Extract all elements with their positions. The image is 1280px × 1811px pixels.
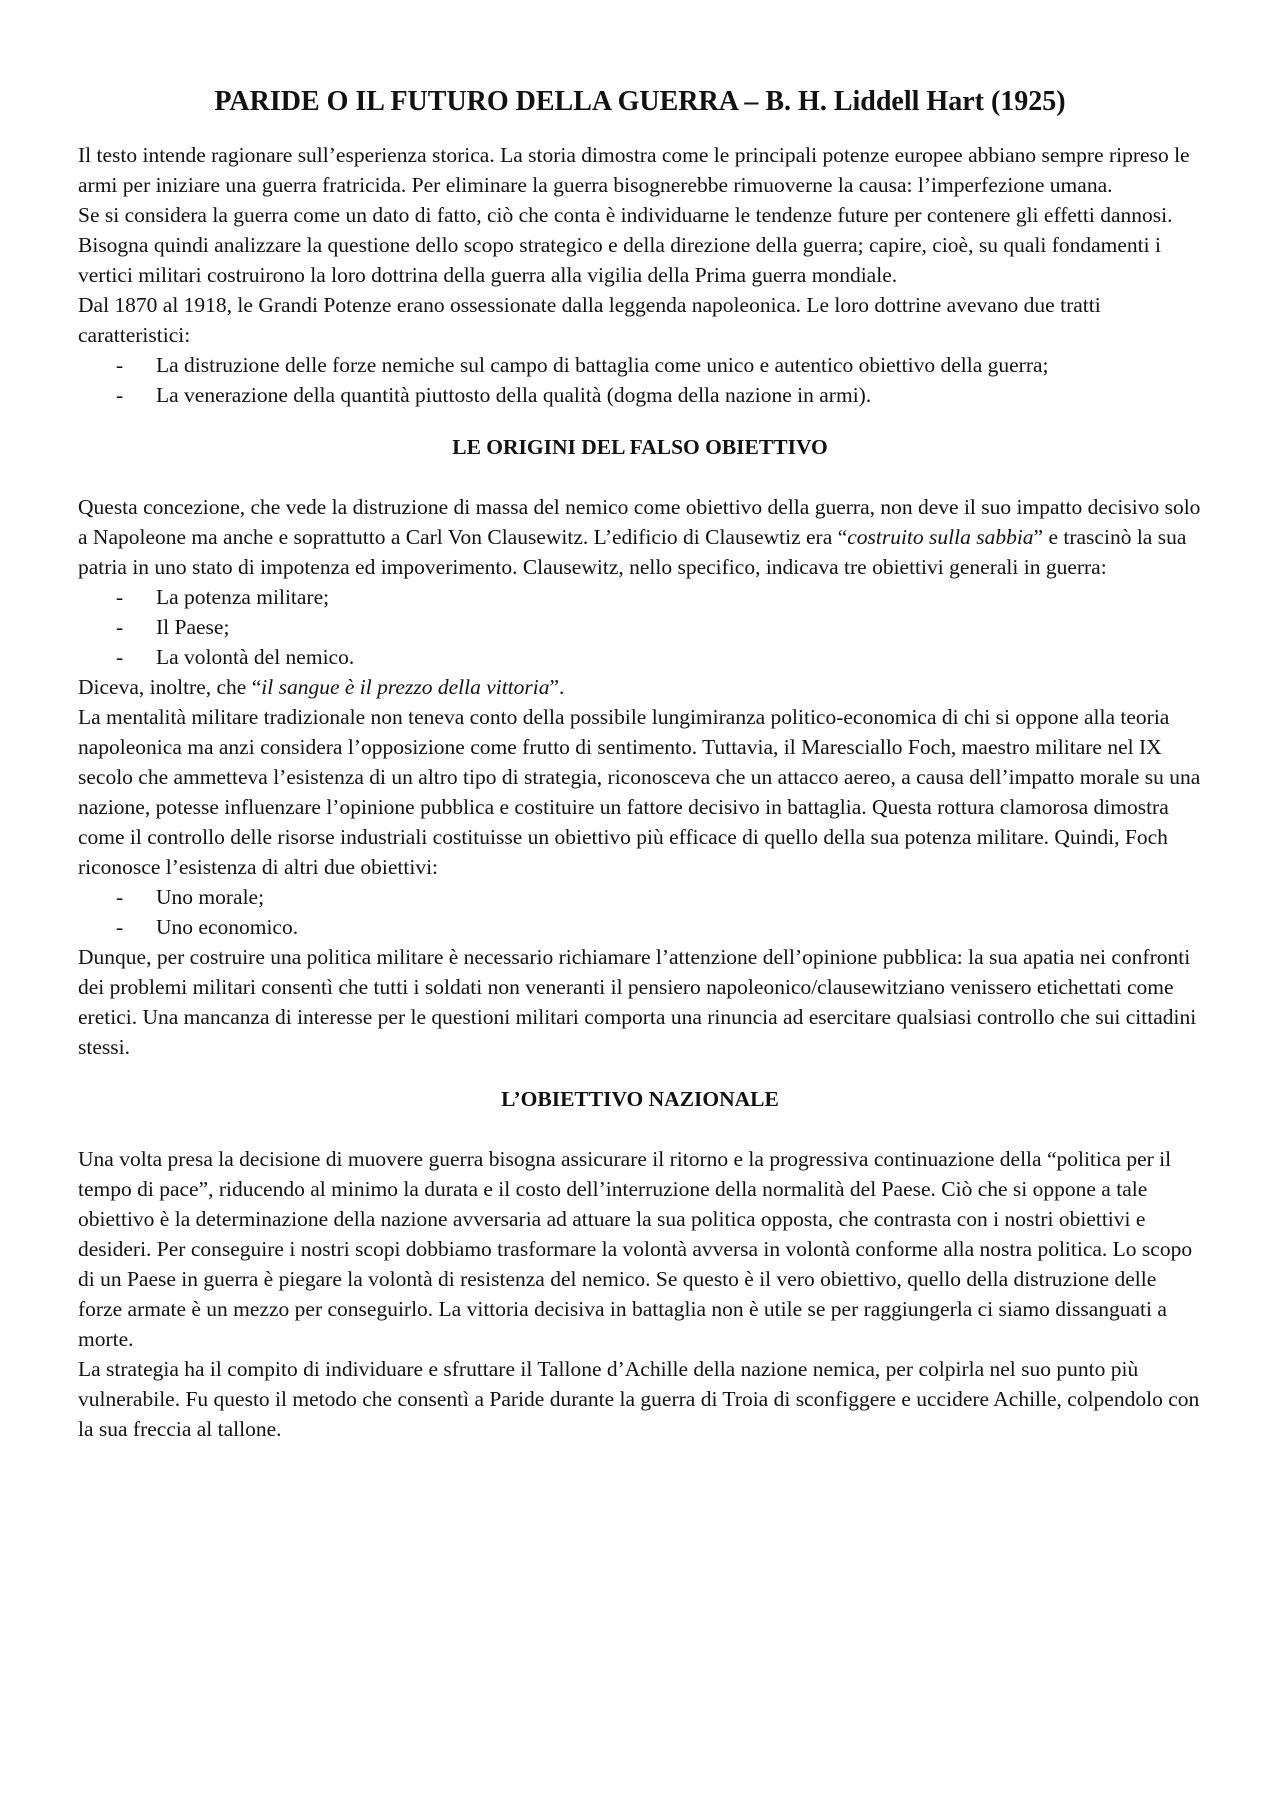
document-title: PARIDE O IL FUTURO DELLA GUERRA – B. H. Liddell Hart (1925) (214, 86, 1066, 117)
paragraph: Dal 1870 al 1918, le Grandi Potenze erano ossessionate dalla leggenda napoleonica. Le loro dottrine avevano due tratti caratteristici: (78, 293, 1101, 347)
paragraph: Una volta presa la decisione di muovere guerra bisogna assicurare il ritorno e la progressiva continuazione della “politica per il tempo di pace”, riducendo al minimo la durata e il costo dell’interruzione della normalità del Paese. Ciò che si oppone a tale obiettivo è la determinazione della nazione avversaria ad attuare la sua politica opposta, che contrasta con i nostri obiettivi e desideri. Per conseguire i nostri scopi dobbiamo trasformare la volontà avversa in volontà conforme alla nostra politica. Lo scopo di un Paese in guerra è piegare la volontà di resistenza del nemico. Se questo è il vero obiettivo, quello della distruzione delle forze armate è un mezzo per conseguirlo. La vittoria decisiva in battaglia non è utile se per raggiungerla ci siamo dissanguati a morte. (78, 1147, 1193, 1351)
bullet-list (78, 882, 1202, 942)
list-item: - La volontà del nemico. (78, 642, 1202, 672)
paragraph (78, 492, 1202, 582)
paragraph: Se si considera la guerra come un dato di fatto, ciò che conta è individuarne le tendenze future per contenere gli effetti dannosi. Bisogna quindi analizzare la questione dello scopo strategico e della direzione della guerra; capire, cioè, su quali fondamenti i vertici militari costruirono la loro dottrina della guerra alla vigilia della Prima guerra mondiale. (78, 203, 1173, 287)
list-item: - Il Paese; (78, 612, 1202, 642)
text-run: ”. (549, 675, 565, 699)
list-item: - La potenza militare; (78, 582, 1202, 612)
text-run: ” e trascinò la sua patria in uno stato di impotenza ed impoverimento. Clausewitz, nello specifico, indicava tre obiettivi generali in guerra: (78, 525, 1187, 579)
bullet-list (78, 350, 1202, 410)
list-item: - Uno morale; (78, 882, 1202, 912)
text-run: Questa concezione, che vede la distruzione di massa del nemico come obiettivo della guerra, non deve il suo impatto decisivo solo a Napoleone ma anche e soprattutto a Carl Von Clausewitz. L’edificio di Clausewtiz era “ (78, 495, 1201, 549)
paragraph: Dunque, per costruire una politica militare è necessario richiamare l’attenzione dell’opinione pubblica: la sua apatia nei confronti dei problemi militari consentì che tutti i soldati non veneranti il pensiero napoleonico/clausewitziano venissero etichettati come eretici. Una mancanza di interesse per le questioni militari comporta una rinuncia ad esercitare qualsiasi controllo che sui cittadini stessi. (78, 945, 1197, 1059)
section-heading: L’OBIETTIVO NAZIONALE (501, 1087, 779, 1111)
paragraph: La mentalità militare tradizionale non teneva conto della possibile lungimiranza politico-economica di chi si oppone alla teoria napoleonica ma anzi considera l’opposizione come frutto di sentimento. Tuttavia, il Maresciallo Foch, maestro militare nel IX secolo che ammetteva l’esistenza di un altro tipo di strategia, riconosceva che un attacco aereo, a causa dell’impatto morale su una nazione, potesse influenzare l’opinione pubblica e costituire un fattore decisivo in battaglia. Questa rottura clamorosa dimostra come il controllo delle risorse industriali costituisse un obiettivo più efficace di quello della sua potenza militare. Quindi, Foch riconosce l’esistenza di altri due obiettivi: (78, 705, 1201, 879)
italic-quote: costruito sulla sabbia (847, 525, 1034, 549)
list-item: - La distruzione delle forze nemiche sul campo di battaglia come unico e autentico obiettivo della guerra; (78, 350, 1202, 380)
list-item: - Uno economico. (78, 912, 1202, 942)
paragraph (78, 672, 1202, 702)
paragraph: Il testo intende ragionare sull’esperienza storica. La storia dimostra come le principali potenze europee abbiano sempre ripreso le armi per iniziare una guerra fratricida. Per eliminare la guerra bisognerebbe rimuoverne la causa: l’imperfezione umana. (78, 143, 1190, 197)
italic-quote: il sangue è il prezzo della vittoria (261, 675, 550, 699)
section-heading: LE ORIGINI DEL FALSO OBIETTIVO (452, 435, 828, 459)
list-item: - La venerazione della quantità piuttosto della qualità (dogma della nazione in armi). (78, 380, 1202, 410)
paragraph: La strategia ha il compito di individuare e sfruttare il Tallone d’Achille della nazione nemica, per colpirla nel suo punto più vulnerabile. Fu questo il metodo che consentì a Paride durante la guerra di Troia di sconfiggere e uccidere Achille, colpendolo con la sua freccia al tallone. (78, 1357, 1200, 1441)
bullet-list (78, 582, 1202, 672)
text-run: Diceva, inoltre, che “ (78, 675, 262, 699)
